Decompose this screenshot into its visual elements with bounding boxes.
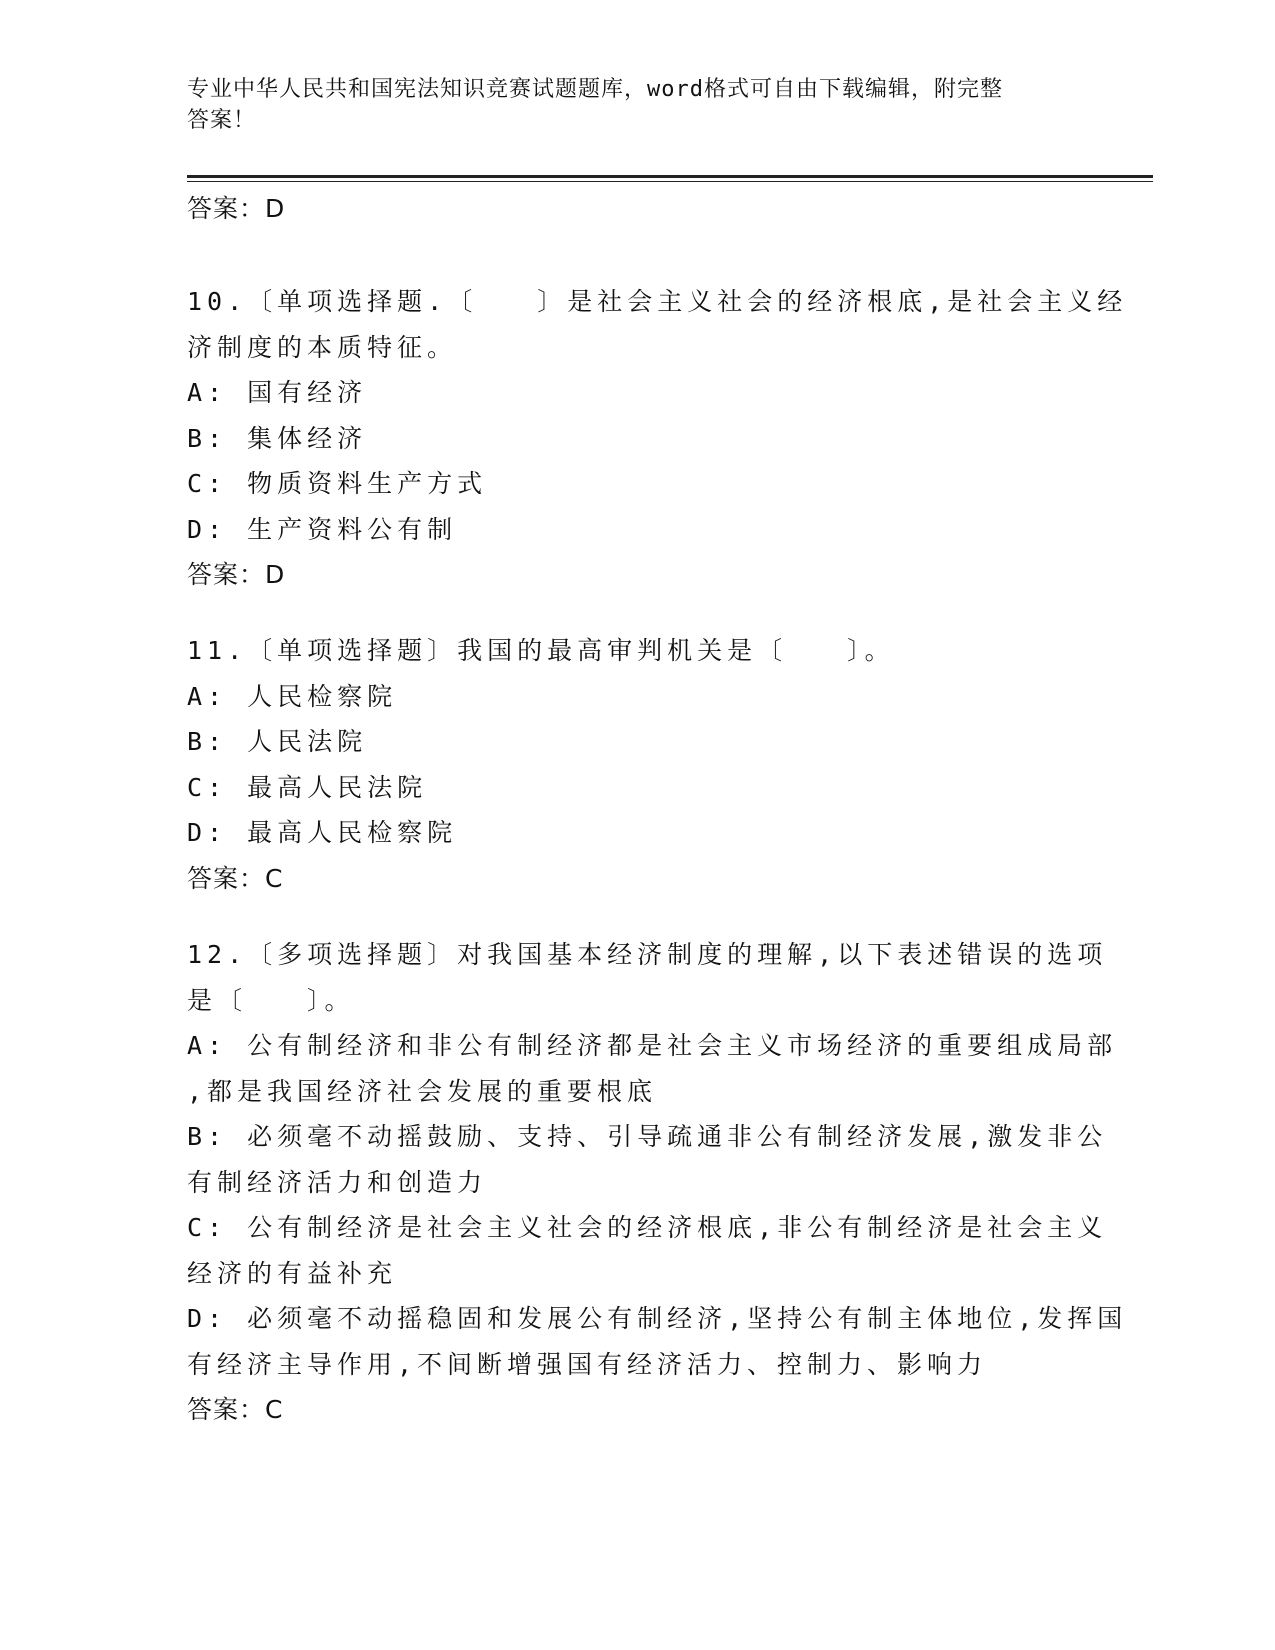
option-c: C: 公有制经济是社会主义社会的经济根底,非公有制经济是社会主义	[187, 1213, 1108, 1242]
question-stem-line: 济制度的本质特征。	[187, 332, 458, 362]
option-d: D: 生产资料公有制	[187, 514, 458, 544]
option-a: A: 公有制经济和非公有制经济都是社会主义市场经济的重要组成局部	[187, 1031, 1118, 1060]
document-header	[187, 74, 1067, 136]
option-d: D: 必须毫不动摇稳固和发展公有制经济,坚持公有制主体地位,发挥国	[187, 1304, 1128, 1333]
header-divider-thick	[187, 175, 1153, 178]
option-b: B: 必须毫不动摇鼓励、支持、引导疏通非公有制经济发展,激发非公	[187, 1122, 1108, 1151]
question-11	[187, 628, 1087, 901]
answer: 答案：C	[187, 863, 284, 893]
option-b-continued: 有制经济活力和创造力	[187, 1167, 488, 1197]
question-10	[187, 279, 1128, 598]
question-stem-line: 10.〔单项选择题.〔 〕是社会主义社会的经济根底,是社会主义经	[187, 287, 1128, 316]
option-d-continued: 有经济主导作用,不间断增强国有经济活力、控制力、影响力	[187, 1349, 988, 1379]
option-a: A: 人民检察院	[187, 681, 398, 711]
option-c: C: 物质资料生产方式	[187, 469, 488, 498]
option-b: B: 集体经济	[187, 423, 368, 453]
answer: 答案：D	[187, 560, 286, 589]
option-b: B: 人民法院	[187, 727, 368, 756]
option-a-continued: ,都是我国经济社会发展的重要根底	[187, 1076, 658, 1106]
question-12	[187, 932, 1128, 1433]
question-stem-line: 12.〔多项选择题〕对我国基本经济制度的理解,以下表述错误的选项	[187, 940, 1108, 969]
header-divider-thin	[187, 181, 1153, 182]
header-line-1: 专业中华人民共和国宪法知识竞赛试题题库，word格式可自由下载编辑，附完整	[187, 77, 1003, 102]
option-d: D: 最高人民检察院	[187, 818, 458, 847]
option-c-continued: 经济的有益补充	[187, 1258, 398, 1288]
question-stem-line: 11.〔单项选择题〕我国的最高审判机关是〔 〕。	[187, 636, 895, 665]
question-stem-line: 是〔 〕。	[187, 985, 355, 1015]
header-line-2: 答案！	[187, 108, 257, 133]
answer: 答案：C	[187, 1395, 284, 1424]
option-c: C: 最高人民法院	[187, 772, 428, 802]
answer-previous: 答案：D	[187, 194, 286, 223]
option-a: A: 国有经济	[187, 378, 368, 407]
